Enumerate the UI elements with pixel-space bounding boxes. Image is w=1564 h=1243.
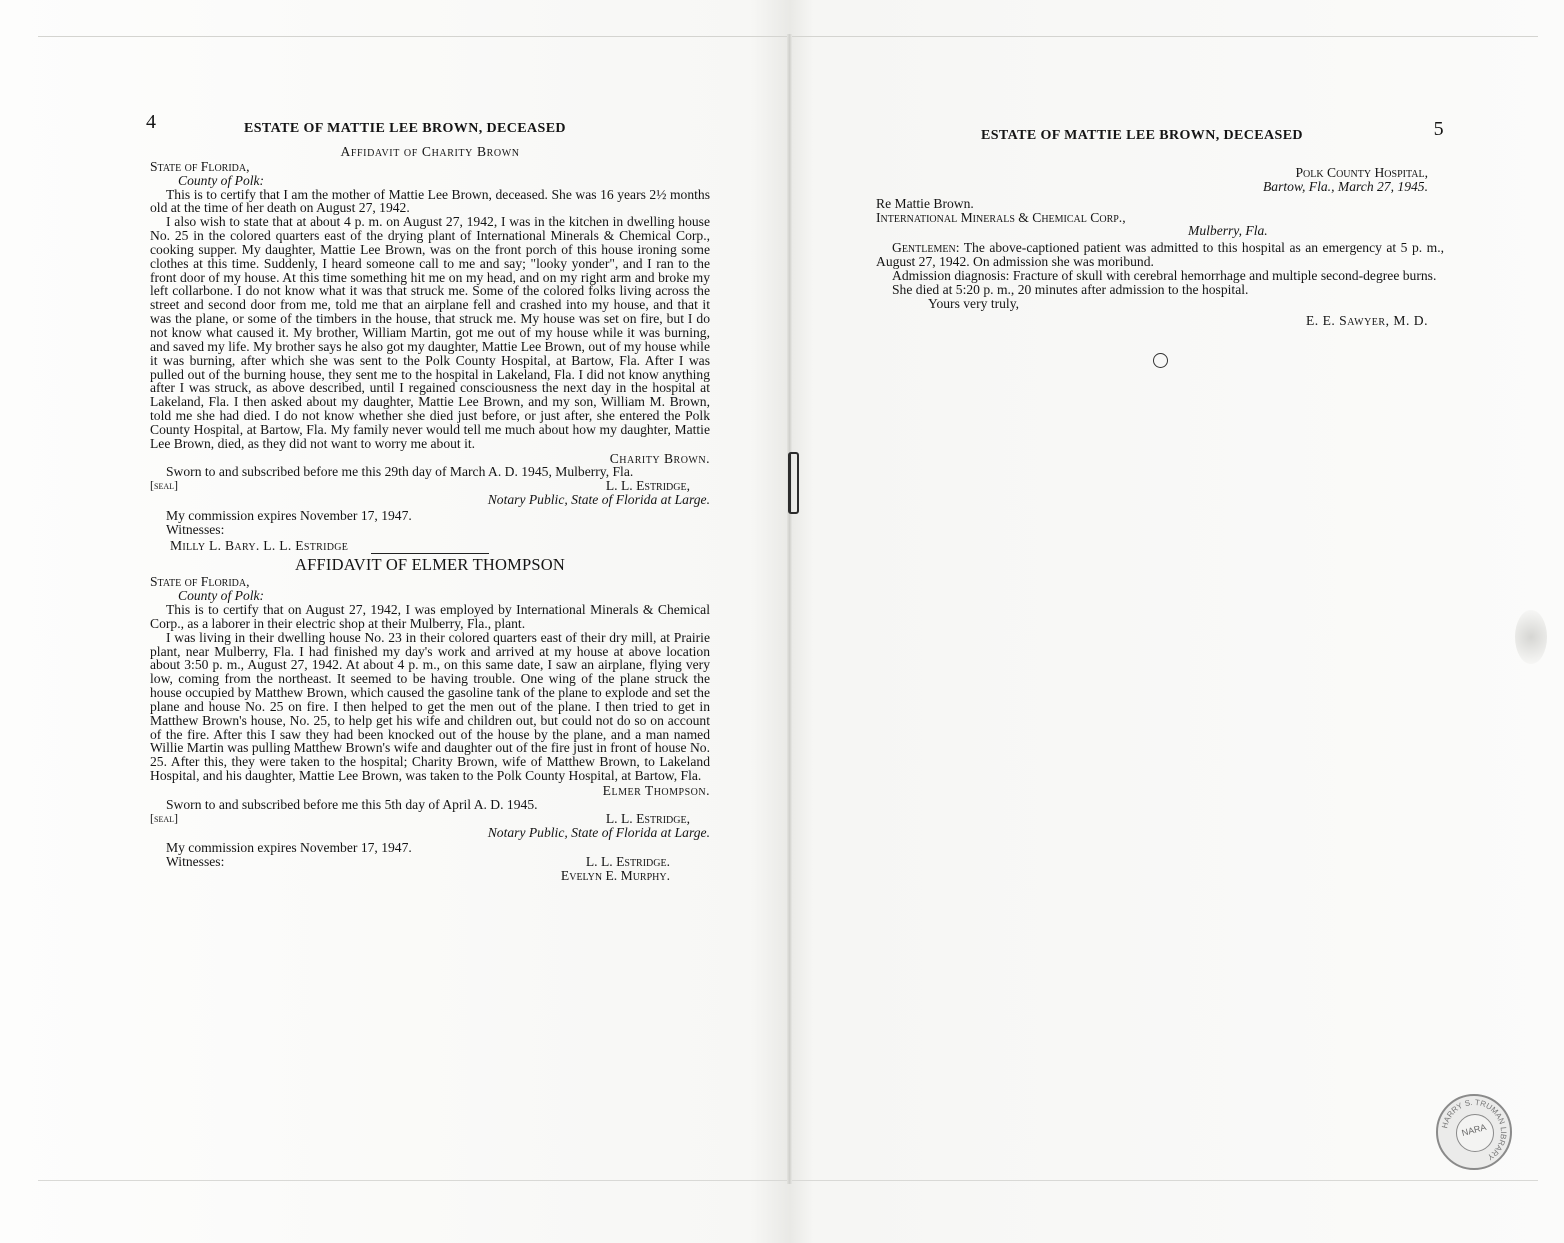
- letter-closing: Yours very truly,: [928, 295, 1020, 311]
- running-head-title: ESTATE OF MATTIE LEE BROWN, DECEASED: [981, 128, 1303, 143]
- physician-signature: E. E. Sawyer, M. D.: [1305, 313, 1428, 329]
- affidavit-paragraph: This is to certify that on August 27, 1942, I was employed by International Minerals & Chemical Corp., as a laborer in their electric shop at their Mulberry, Fla., plant.: [150, 602, 710, 631]
- affidavit-heading: AFFIDAVIT OF ELMER THOMPSON: [295, 555, 565, 575]
- affidavit-paragraph: I was living in their dwelling house No. 23 in their colored quarters east of their dry mill, at Prairie plant, near Mulberry, Fla. I had finished my day's work and arrived at my house at above location about 3:50 p. m., August 27, 1942. At about 4 p. m., on this same date, I saw an airplane, flying very low, coming from the northeast. It seemed to be having trouble. One wing of the plane struck the house occupied by Matthew Brown, which caused the gasoline tank of the plane to explode and set the plane and house No. 25 on fire. I then helped to get the men out of the plane. I then tried to get in Matthew Brown's house, No. 25, to help get his wife and children out, but could not do so on account of the fire. After this I saw they had been knocked out of the house by the plane, and a man named Willie Martin was pulling Matthew Brown's wife and daughter out of the fire just in front of house No. 25. After this, they were taken to the hospital; Charity Brown, wife of Matthew Brown, to Lakeland Hospital, and his daughter, Mattie Lee Brown, was taken to the Polk County Hospital, at Bartow, Fla.: [150, 629, 710, 784]
- running-head: [868, 118, 1444, 148]
- venue-state: State of Florida,: [150, 158, 250, 174]
- witness-name: Evelyn E. Murphy.: [560, 868, 670, 884]
- page-number: 5: [1433, 118, 1444, 140]
- notary-title: Notary Public, State of Florida at Large.: [487, 824, 710, 840]
- jurat: Sworn to and subscribed before me this 5th day of April A. D. 1945.: [166, 796, 538, 812]
- venue-county: County of Polk:: [178, 172, 265, 188]
- witnesses-label: Witnesses:: [166, 521, 225, 537]
- witnesses-row: [150, 855, 710, 869]
- book-gutter: [787, 34, 792, 1184]
- stamp-ring-label: HARRY S. TRUMAN LIBRARY: [1440, 1097, 1509, 1162]
- binding-staple: [788, 452, 799, 514]
- witnesses-label: Witnesses:: [166, 854, 225, 870]
- seal-label: [seal]: [150, 810, 178, 825]
- letter-addressee: International Minerals & Chemical Corp.,: [876, 209, 1126, 225]
- punch-hole-circle: [1153, 353, 1168, 368]
- stamp-center-label: NARA: [1460, 1121, 1488, 1139]
- notary-name: L. L. Estridge,: [605, 810, 690, 826]
- seal-line: [150, 812, 710, 826]
- letterhead: Polk County Hospital,: [1295, 165, 1428, 180]
- jurat: Sworn to and subscribed before me this 29th day of March A. D. 1945, Mulberry, Fla.: [166, 464, 634, 480]
- letter-re: Re Mattie Brown.: [876, 195, 974, 211]
- page-smudge: [1515, 610, 1547, 664]
- letter-paragraph: [868, 241, 1444, 269]
- notary-title: Notary Public, State of Florida at Large.: [487, 492, 710, 508]
- affidavit-heading: Affidavit of Charity Brown: [340, 144, 520, 159]
- affidavit-paragraph: This is to certify that I am the mother of Mattie Lee Brown, deceased. She was 16 years 2½ months old at the time of her death on August 27, 1942.: [150, 186, 710, 216]
- letter-paragraph: Admission diagnosis: Fracture of skull with cerebral hemorrhage and multiple second-degree burns.: [892, 267, 1437, 283]
- affiant-signature: Elmer Thompson.: [602, 782, 710, 798]
- notary-name: L. L. Estridge,: [605, 478, 690, 494]
- witness-names: Milly L. Bary. L. L. Estridge: [170, 537, 349, 553]
- witness-name: L. L. Estridge.: [585, 854, 670, 870]
- letter-paragraph: She died at 5:20 p. m., 20 minutes after admission to the hospital.: [892, 281, 1249, 297]
- venue-state: State of Florida,: [150, 574, 250, 590]
- running-head: [146, 111, 710, 141]
- seal-line: [150, 479, 710, 493]
- letter-place-date: Bartow, Fla., March 27, 1945.: [1262, 178, 1428, 194]
- venue-county: County of Polk:: [178, 588, 265, 604]
- seal-label: [seal]: [150, 478, 178, 493]
- library-stamp: [1436, 1094, 1512, 1170]
- page-number: 4: [146, 111, 157, 133]
- affiant-signature: Charity Brown.: [609, 450, 710, 466]
- letter-address-city: Mulberry, Fla.: [1188, 223, 1268, 239]
- affidavit-paragraph: I also wish to state that at about 4 p. m. on August 27, 1942, I was in the kitchen in dwelling house No. 25 in the colored quarters east of the drying plant of International Minerals & Chemical Corp., cooking supper. My daughter, Mattie Lee Brown, was on the front porch of this house ironing some clothes at this time. Suddenly, I heard someone call to me and say; "looky yonder", and I ran to the front door of my house. At this time something hit me on my head, and on my right arm and broke my left collarbone. I do not know what it was that struck me. Some of the colored folks living across the street and second door from me, told me that an airplane fell and crashed into my house, and that it was the plane, or some of the timbers in the house, that struck me. My house was set on fire, but I do not know what caused it. My brother, William Martin, got me out of my house while it was burning, and saved my life. My brother says he also got my daughter, Mattie Lee Brown, out of my house while it was burning, after which she was sent to the Polk County Hospital, at Bartow, Fla. After I was pulled out of the burning house, they sent me to the hospital in Lakeland, Fla. I did not know anything after I was struck, as above described, until I regained consciousness the next day in the hospital at Lakeland, Fla. I then asked about my daughter, Mattie Lee Brown, and my son, William M. Brown, told me she had died. I do not know whether she died just before, or just after, she entered the Polk County Hospital, at Bartow, Fla. My family never would tell me much about how my daughter, Mattie Lee Brown, died, as they did not want to worry me about it.: [150, 214, 710, 451]
- letter-body: The above-captioned patient was admitted to this hospital as an emergency at 5 p. m., August 27, 1942. On admission she was moribund.: [876, 240, 1444, 270]
- commission-expiry: My commission expires November 17, 1947.: [166, 840, 412, 856]
- commission-expiry: My commission expires November 17, 1947.: [166, 507, 412, 523]
- section-rule: [371, 553, 489, 554]
- running-head-title: ESTATE OF MATTIE LEE BROWN, DECEASED: [244, 121, 566, 136]
- right-page: [868, 118, 1444, 329]
- letter-salutation: Gentlemen:: [892, 240, 960, 256]
- left-page: [146, 111, 710, 884]
